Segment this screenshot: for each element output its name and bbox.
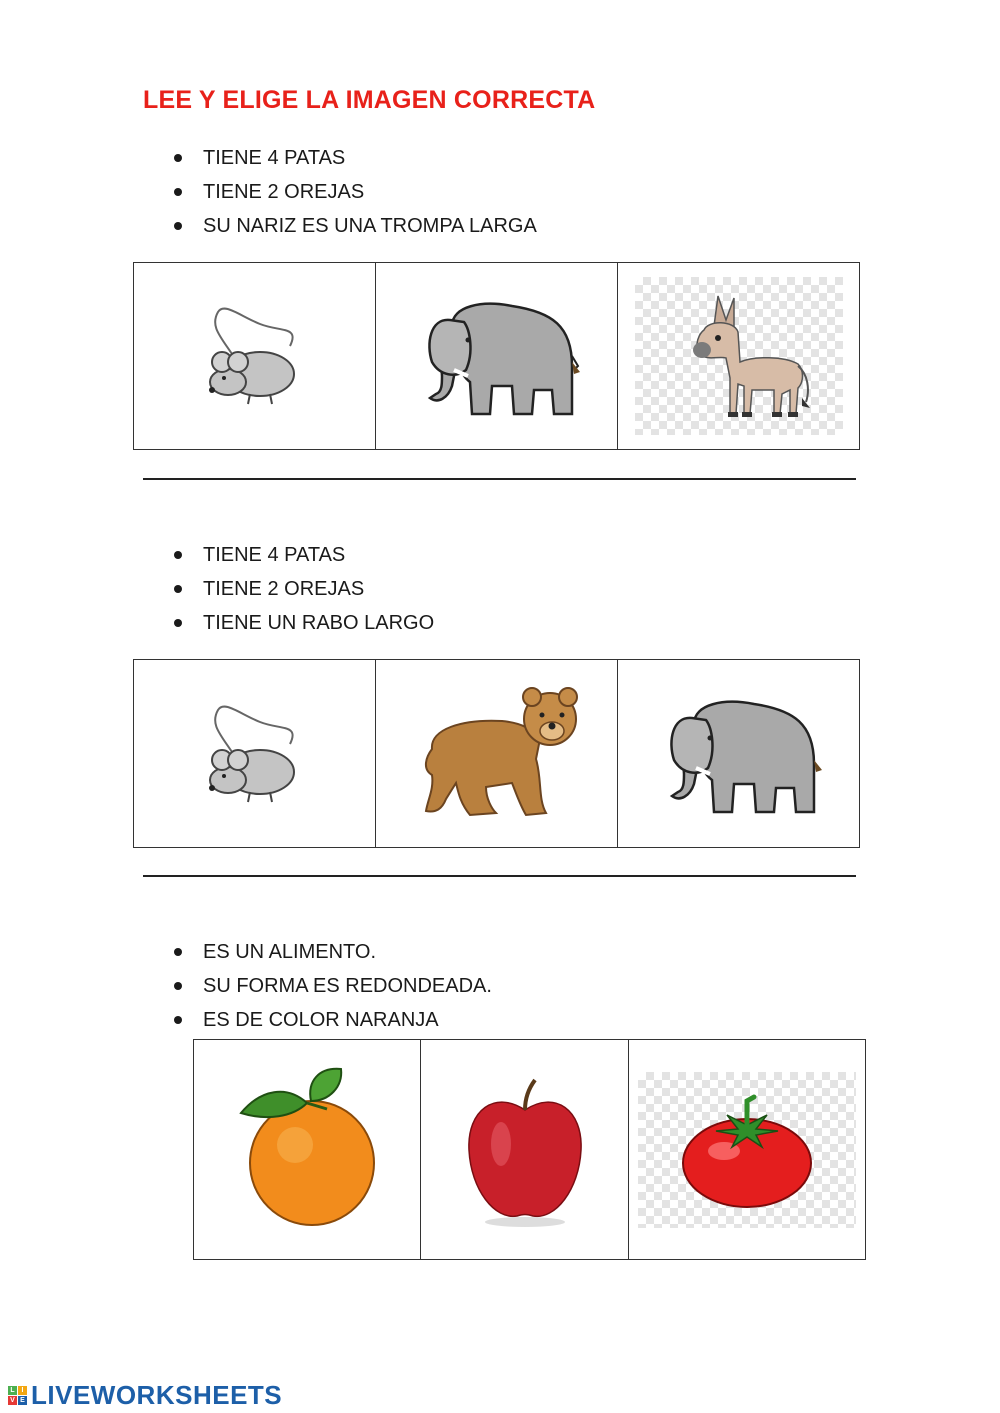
donkey-icon: [664, 286, 814, 426]
option-orange[interactable]: [194, 1040, 421, 1259]
option-mouse[interactable]: [134, 263, 376, 449]
question-1-clues: [172, 141, 537, 243]
question-2-clues: [172, 538, 434, 640]
worksheet-title: LEE Y ELIGE LA IMAGEN CORRECTA: [143, 86, 596, 114]
elephant-icon: [654, 684, 824, 824]
logo-letter: I: [18, 1386, 27, 1395]
logo-letter: L: [8, 1386, 17, 1395]
image-frame: [638, 1072, 856, 1228]
clue: TIENE UN RABO LARGO: [172, 606, 434, 640]
image-frame: [635, 277, 843, 435]
elephant-icon: [412, 286, 582, 426]
clue: TIENE 2 OREJAS: [172, 175, 537, 209]
brand-name: LIVEWORKSHEETS: [31, 1380, 283, 1410]
mouse-icon: [190, 296, 320, 416]
orange-icon: [227, 1065, 387, 1235]
clue: TIENE 4 PATAS: [172, 141, 537, 175]
logo-mark-icon: [8, 1386, 27, 1405]
logo-letter: E: [18, 1396, 27, 1405]
question-3-options: [193, 1039, 866, 1260]
liveworksheets-logo: [8, 1380, 282, 1411]
option-elephant[interactable]: [376, 263, 618, 449]
clue: TIENE 4 PATAS: [172, 538, 434, 572]
option-tomato[interactable]: [629, 1040, 865, 1259]
logo-letter: V: [8, 1396, 17, 1405]
mouse-icon: [190, 694, 320, 814]
clue: TIENE 2 OREJAS: [172, 572, 434, 606]
clue: ES UN ALIMENTO.: [172, 935, 492, 969]
option-mouse[interactable]: [134, 660, 376, 847]
option-donkey[interactable]: [618, 263, 859, 449]
question-3-clues: [172, 935, 492, 1037]
question-2-options: [133, 659, 860, 848]
question-1-options: [133, 262, 860, 450]
divider: [143, 875, 856, 877]
clue: SU NARIZ ES UNA TROMPA LARGA: [172, 209, 537, 243]
option-apple[interactable]: [421, 1040, 629, 1259]
tomato-icon: [672, 1085, 822, 1215]
option-bear[interactable]: [376, 660, 618, 847]
clue: ES DE COLOR NARANJA: [172, 1003, 492, 1037]
option-elephant[interactable]: [618, 660, 859, 847]
divider: [143, 478, 856, 480]
apple-icon: [455, 1070, 595, 1230]
clue: SU FORMA ES REDONDEADA.: [172, 969, 492, 1003]
bear-icon: [412, 679, 582, 829]
